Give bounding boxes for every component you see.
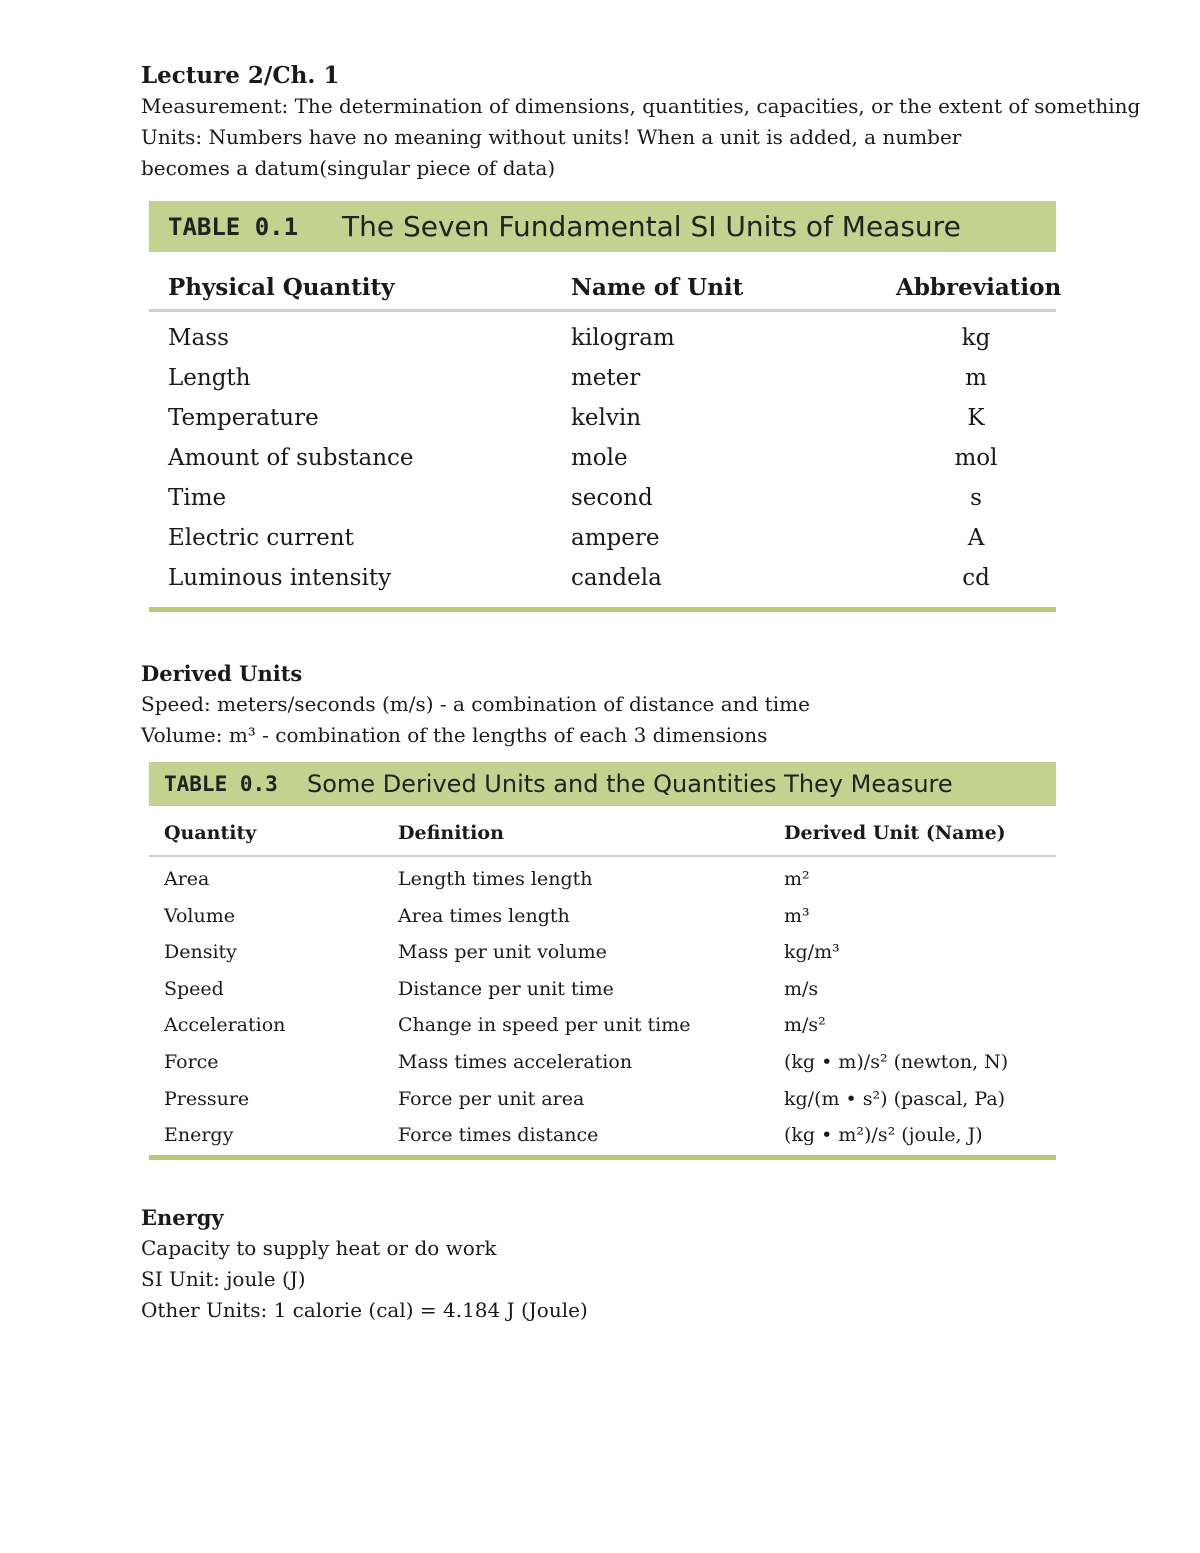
table-cell: Electric current [168, 525, 354, 551]
table-row [149, 934, 1056, 971]
table-cell: Temperature [168, 405, 319, 431]
lecture-heading: Lecture 2/Ch. 1 [141, 62, 340, 89]
units-definition: Units: Numbers have no meaning without units! When a unit is added, a number becomes a datum(singular piece of data) [141, 125, 962, 180]
table-cell: Mass [168, 325, 229, 351]
table-row [149, 358, 1056, 398]
energy-si-unit: SI Unit: joule (J) [141, 1267, 306, 1291]
table-cell: kg/m³ [784, 941, 840, 964]
table-cell: Acceleration [164, 1014, 286, 1037]
energy-section [141, 1202, 1071, 1326]
table-cell: A [967, 525, 985, 551]
table-title: The Seven Fundamental SI Units of Measure [342, 210, 961, 243]
table-cell: Mass per unit volume [398, 941, 607, 964]
table-row [149, 518, 1056, 558]
table-row [149, 1081, 1056, 1118]
table-cell: kg [961, 325, 991, 351]
column-header: Quantity [164, 822, 257, 844]
energy-other-units: Other Units: 1 calorie (cal) = 4.184 J (Joule) [141, 1298, 588, 1322]
table-cell: Change in speed per unit time [398, 1014, 691, 1037]
table-cell: Density [164, 941, 237, 964]
table-cell: K [967, 405, 985, 431]
table-row [149, 438, 1056, 478]
table-cell: Volume [164, 904, 235, 927]
table-row [149, 861, 1056, 898]
table-row [149, 971, 1056, 1008]
table-body [149, 861, 1056, 1154]
table-header-bar [149, 201, 1056, 252]
table-cell: second [571, 485, 653, 511]
measurement-definition: Measurement: The determination of dimensions, quantities, capacities, or the extent of something [141, 94, 1141, 118]
table-cell: Length [168, 365, 251, 391]
table-label: TABLE 0.1 [168, 212, 299, 241]
table-cell: meter [571, 365, 641, 391]
table-cell: mole [571, 445, 628, 471]
table-cell: Force times distance [398, 1124, 599, 1147]
table-cell: Amount of substance [168, 445, 414, 471]
table-column-headers [149, 822, 1056, 857]
table-cell: mol [954, 445, 998, 471]
speed-definition: Speed: meters/seconds (m/s) - a combination of distance and time [141, 692, 810, 716]
table-cell: (kg • m²)/s² (joule, J) [784, 1124, 983, 1147]
table-cell: Mass times acceleration [398, 1050, 633, 1073]
table-row [149, 898, 1056, 935]
table-cell: kelvin [571, 405, 642, 431]
table-title: Some Derived Units and the Quantities They Measure [307, 770, 953, 798]
table-row [149, 1044, 1056, 1081]
table-derived-units [149, 762, 1056, 1164]
energy-capacity: Capacity to supply heat or do work [141, 1236, 497, 1260]
column-header: Definition [398, 822, 504, 844]
table-cell: Area [164, 868, 210, 890]
volume-definition: Volume: m³ - combination of the lengths of each 3 dimensions [141, 723, 768, 747]
table-cell: m/s [784, 977, 819, 1000]
table-label: TABLE 0.3 [164, 772, 278, 796]
table-row [149, 1007, 1056, 1044]
table-cell: s [970, 485, 982, 511]
column-header: Name of Unit [571, 274, 744, 301]
table-cell: Length times length [398, 868, 593, 890]
table-cell: Pressure [164, 1087, 250, 1110]
table-row [149, 1117, 1056, 1154]
table-row [149, 318, 1056, 358]
table-cell: cd [962, 565, 990, 591]
table-bottom-rule [149, 607, 1056, 612]
derived-units-section [141, 658, 1071, 751]
table-cell: Energy [164, 1124, 234, 1147]
column-header: Abbreviation [896, 274, 1062, 301]
table-cell: Area times length [398, 904, 570, 927]
table-cell: m³ [784, 904, 810, 927]
table-cell: ampere [571, 525, 660, 551]
table-cell: Force [164, 1050, 219, 1073]
table-cell: Distance per unit time [398, 977, 614, 1000]
table-row [149, 398, 1056, 438]
column-header: Derived Unit (Name) [784, 822, 1006, 844]
table-si-units [149, 201, 1062, 616]
table-row [149, 478, 1056, 518]
derived-units-heading: Derived Units [141, 661, 303, 686]
table-cell: m² [784, 868, 810, 890]
table-header-bar [149, 762, 1056, 806]
table-body [149, 318, 1056, 598]
table-cell: kg/(m • s²) (pascal, Pa) [784, 1087, 1006, 1110]
table-cell: (kg • m)/s² (newton, N) [784, 1050, 1009, 1073]
table-cell: Luminous intensity [168, 565, 392, 591]
table-cell: m/s² [784, 1014, 826, 1037]
table-cell: m [965, 365, 987, 391]
energy-heading: Energy [141, 1205, 224, 1230]
column-header: Physical Quantity [168, 274, 395, 301]
table-cell: Force per unit area [398, 1087, 585, 1110]
table-cell: Time [168, 485, 227, 511]
table-column-headers [149, 274, 1062, 312]
intro-section [141, 60, 1141, 184]
table-bottom-rule [149, 1155, 1056, 1160]
table-cell: kilogram [571, 325, 675, 351]
table-cell: candela [571, 565, 662, 591]
table-row [149, 558, 1056, 598]
table-cell: Speed [164, 977, 224, 1000]
